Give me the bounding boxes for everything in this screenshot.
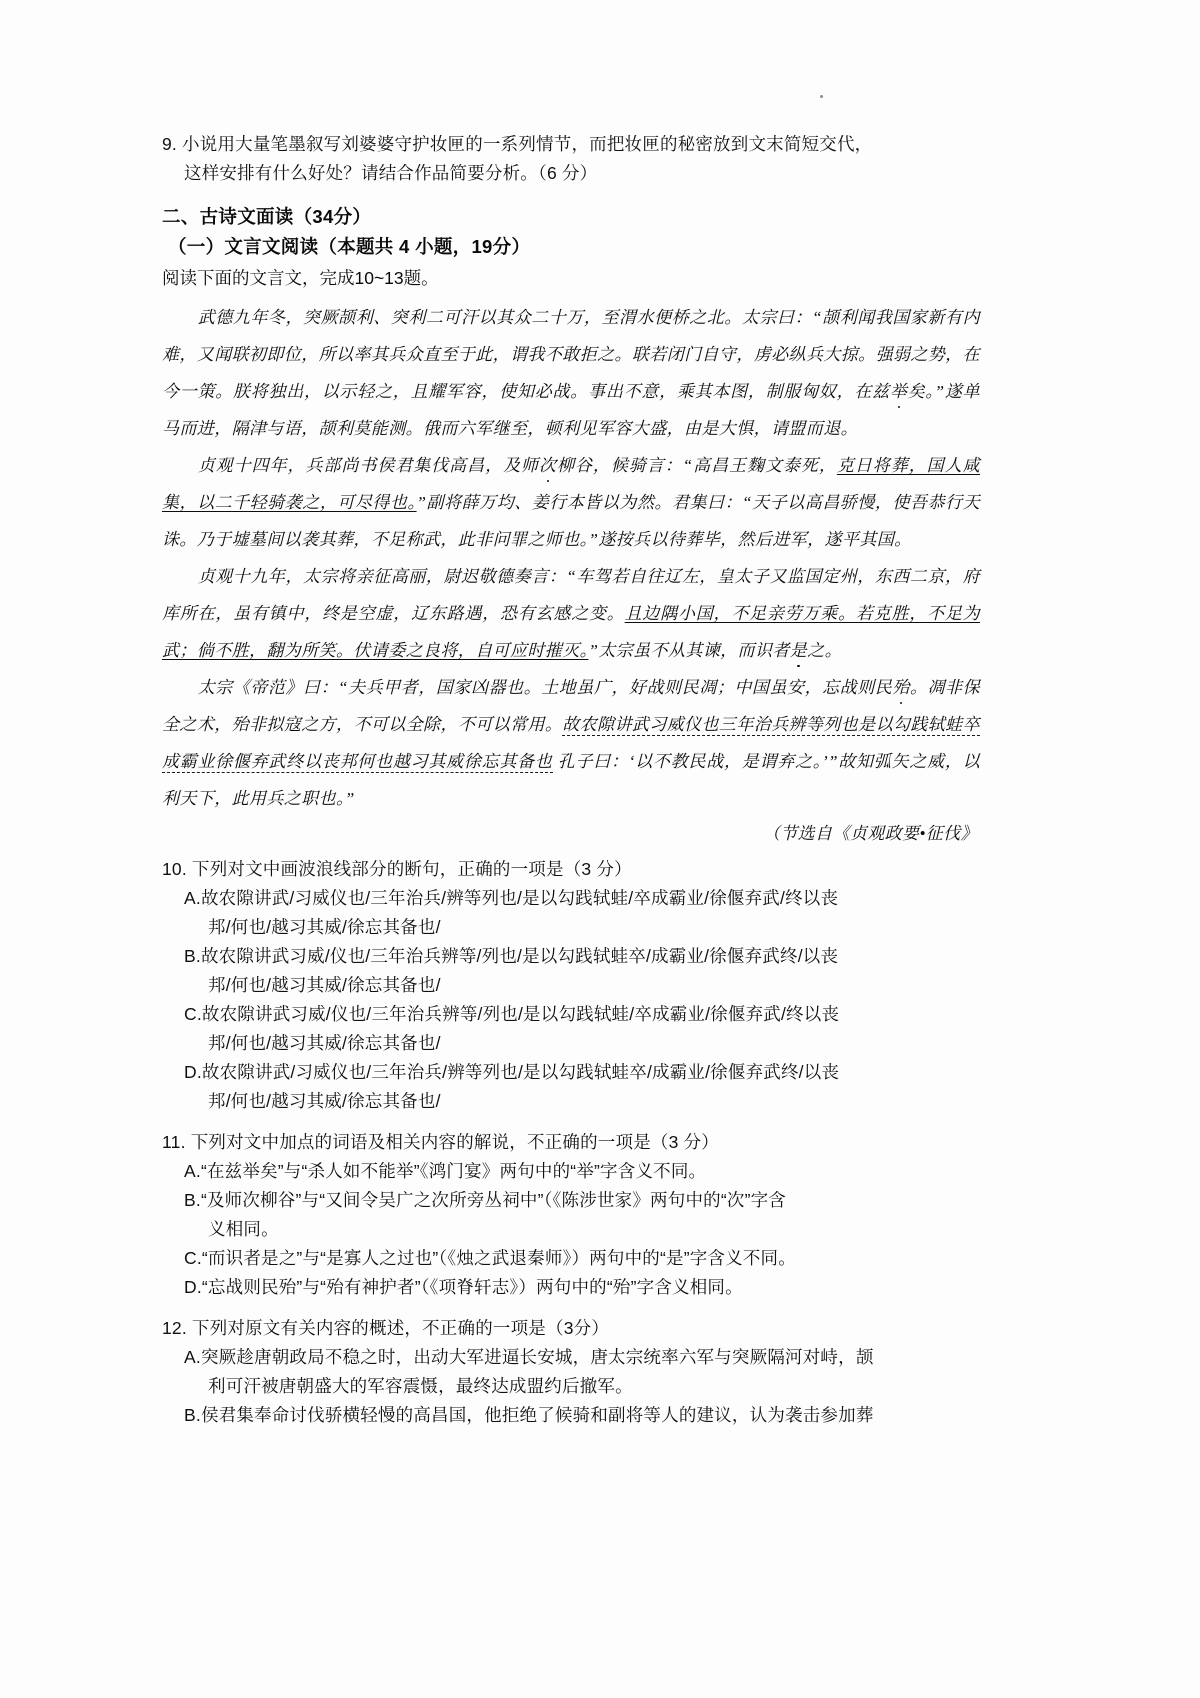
option-text-line-1: “及师次柳谷”与“又间令吴广之次所旁丛祠中”（《陈涉世家》两句中的“次”字含 [200, 1190, 787, 1210]
question-12-option-a[interactable] [162, 1343, 982, 1401]
section-heading: 二、古诗文面读（34分） [162, 206, 372, 227]
option-text-line-2: 义相同。 [208, 1219, 279, 1239]
passage-p1-part-a: 武德九年冬，突厥颉利、突利二可汗以其众二十万，至渭水便桥之北。太宗曰：“颉利闻我国家新有内难，又闻联初即位，所以率其兵众直至于此，谓我不敢拒之。联若闭门自守，虏必纵兵大掠。强弱之势，在今一策。朕将独出，以示轻之，且耀军容，使知必战。事出不意，乘其本图，制服匈奴，在兹 [162, 308, 980, 401]
wavy-underlined-punctuation-segment: 故农隙讲武习威仪也三年治兵辨等列也是以勾践轼蛙卒成霸业徐偃弃武终以丧邦何也越习其威徐忘其备也 [162, 715, 980, 771]
question-11-option-a[interactable] [162, 1157, 982, 1186]
option-label: D. [184, 1062, 202, 1082]
passage-paragraph-4 [162, 669, 980, 817]
underlined-translation-sentence-2: 且边隅小国，不足亲劳万乘。若克胜，不足为武；倘不胜，翻为所笑。伏请委之良将，自可应时摧灭。 [162, 604, 981, 660]
option-text-line-2: 邦/何也/越习其威/徐忘其备也/ [208, 1091, 441, 1111]
underlined-translation-sentence-1: 克日将葬，国人咸集，以二千轻骑袭之，可尽得也。 [162, 456, 980, 512]
option-label: C. [184, 1248, 202, 1268]
option-label: C. [184, 1004, 202, 1024]
emphasis-dot-ci: 次 [539, 456, 557, 475]
classical-passage [162, 299, 980, 851]
passage-p3-part-a: 贞观十九年，太宗将亲征高丽，尉迟敬德奏言：“车驾若自往辽左，皇太子又监国定州，东西二京，府库所在，虽有镇中，终是空虚，辽东路遇，恐有玄感之变。 [162, 567, 980, 623]
passage-paragraph-2 [162, 447, 980, 558]
passage-p2-part-b: 柳谷，候骑言：“高昌王麴文泰死， [556, 456, 837, 475]
page-content-column [162, 0, 982, 1698]
passage-paragraph-3 [162, 558, 980, 669]
passage-p1-part-b: 矣。”遂单马而进，隔津与语，颉利莫能测。俄而六军继至，顿利见军容大盛，由是大惧，请盟而退。 [162, 382, 980, 438]
emphasis-dot-shi: 是 [789, 641, 808, 660]
option-text-line-2: 邦/何也/越习其威/徐忘其备也/ [208, 1033, 441, 1053]
question-12-stem: 12. 下列对原文有关内容的概述，不正确的一项是（3分） [162, 1318, 610, 1338]
passage-p2-part-a: 贞观十四年，兵部尚书侯君集伐高昌，及师 [197, 456, 539, 475]
question-10-option-c[interactable] [162, 1000, 982, 1058]
question-9-line-1: 9. 小说用大量笔墨叙写刘婆婆守护妆匣的一系列情节，而把妆匣的秘密放到文末简短交代， [162, 134, 873, 154]
emphasis-dot-dai: 殆 [892, 678, 910, 697]
emphasis-dot-ju: 举 [889, 382, 908, 401]
option-label: B. [184, 1190, 201, 1210]
option-label: A. [184, 1347, 201, 1367]
passage-paragraph-1 [162, 299, 980, 447]
question-12 [162, 1314, 982, 1430]
option-text-line-2: 邦/何也/越习其威/徐忘其备也/ [208, 975, 441, 995]
option-text-line-2: 利可汗被唐朝盛大的军容震慑，最终达成盟约后撤军。 [208, 1376, 633, 1396]
question-9 [162, 130, 982, 188]
passage-p3-part-c: 之。 [807, 641, 842, 660]
passage-p3-part-b: ”太宗虽不从其谏，而识者 [588, 641, 790, 660]
option-text-line-1: 故农隙讲武/习威仪也/三年治兵/辨等列也/是以勾践轼蛙/卒成霸业/徐偃弃武/终以丧 [200, 888, 839, 908]
question-10 [162, 855, 982, 1116]
option-label: B. [184, 1405, 201, 1425]
option-text-line-1: “在兹举矣”与“杀人如不能举”《鸿门宴》两句中的“举”字含义不同。 [200, 1161, 707, 1181]
question-12-option-b[interactable] [162, 1401, 982, 1430]
reading-instruction: 阅读下面的文言文，完成10~13题。 [162, 268, 439, 288]
option-text-line-1: 突厥趁唐朝政局不稳之时，出动大军进逼长安城，唐太宗统率六军与突厥隔河对峙，颉 [200, 1347, 874, 1367]
question-11-stem: 11. 下列对文中加点的词语及相关内容的解说，不正确的一项是（3 分） [162, 1132, 719, 1152]
option-text-line-1: 侯君集奉命讨伐骄横轻慢的高昌国，他拒绝了候骑和副将等人的建议，认为袭击参加葬 [200, 1405, 874, 1425]
question-10-stem: 10. 下列对文中画波浪线部分的断句，正确的一项是（3 分） [162, 859, 632, 879]
option-text-line-1: “而识者是之”与“是寡人之过也”（《烛之武退秦师》）两句中的“是”字含义不同。 [201, 1248, 796, 1268]
question-11-option-c[interactable] [162, 1244, 982, 1273]
option-text-line-1: 故农隙讲武习威/仪也/三年治兵辨等/列也/是以勾践轼蛙卒/成霸业/徐偃弃武终/以丧 [200, 946, 839, 966]
question-10-option-a[interactable] [162, 884, 982, 942]
question-11 [162, 1128, 982, 1302]
section-subheading: （一）文言文阅读（本题共 4 小题，19分） [168, 236, 531, 257]
question-10-option-d[interactable] [162, 1058, 982, 1116]
option-text-line-2: 邦/何也/越习其威/徐忘其备也/ [208, 917, 441, 937]
option-label: A. [184, 888, 201, 908]
passage-p4-part-c: 孔子曰：‘以不教民战，是谓弃之。’”故知弧矢之威，以利天下，此用兵之职也。” [162, 752, 980, 808]
option-text-line-1: 故农隙讲武/习威仪也/三年治兵/辨等列也/是以勾践轼蛙卒/成霸业/徐偃弃武终/以丧 [201, 1062, 840, 1082]
question-11-option-d[interactable] [162, 1273, 982, 1302]
passage-p4-part-a: 太宗《帝范》曰：“夫兵甲者，国家凶器也。土地虽广，好战则民凋；中国虽安，忘战则民 [197, 678, 893, 697]
passage-p2-part-c: ”副将薛万均、姜行本皆以为然。君集曰：“天子以高昌骄慢，使吾恭行天诛。乃于墟墓间以袭其葬，不足称武，此非问罪之师也。”遂按兵以待葬毕，然后进军，遂平其国。 [162, 493, 981, 549]
question-11-option-b[interactable] [162, 1186, 982, 1244]
passage-source-attribution: （节选自《贞观政要•征伐》 [762, 824, 978, 843]
option-label: B. [184, 946, 201, 966]
question-9-line-2: 这样安排有什么好处？请结合作品简要分析。（6 分） [184, 163, 598, 183]
question-10-option-b[interactable] [162, 942, 982, 1000]
option-text-line-1: 故农隙讲武习威/仪也/三年治兵辨等/列也/是以勾践轼蛙/卒成霸业/徐偃弃武/终以丧 [201, 1004, 840, 1024]
option-label: A. [184, 1161, 201, 1181]
passage-p4-part-b: 。凋非保全之术，殆非拟寇之方，不可以全除，不可以常用。 [162, 678, 981, 734]
option-text-line-1: “忘战则民殆”与“殆有神护者”（《项脊轩志》）两句中的“殆”字含义相同。 [201, 1277, 743, 1297]
option-label: D. [184, 1277, 202, 1297]
